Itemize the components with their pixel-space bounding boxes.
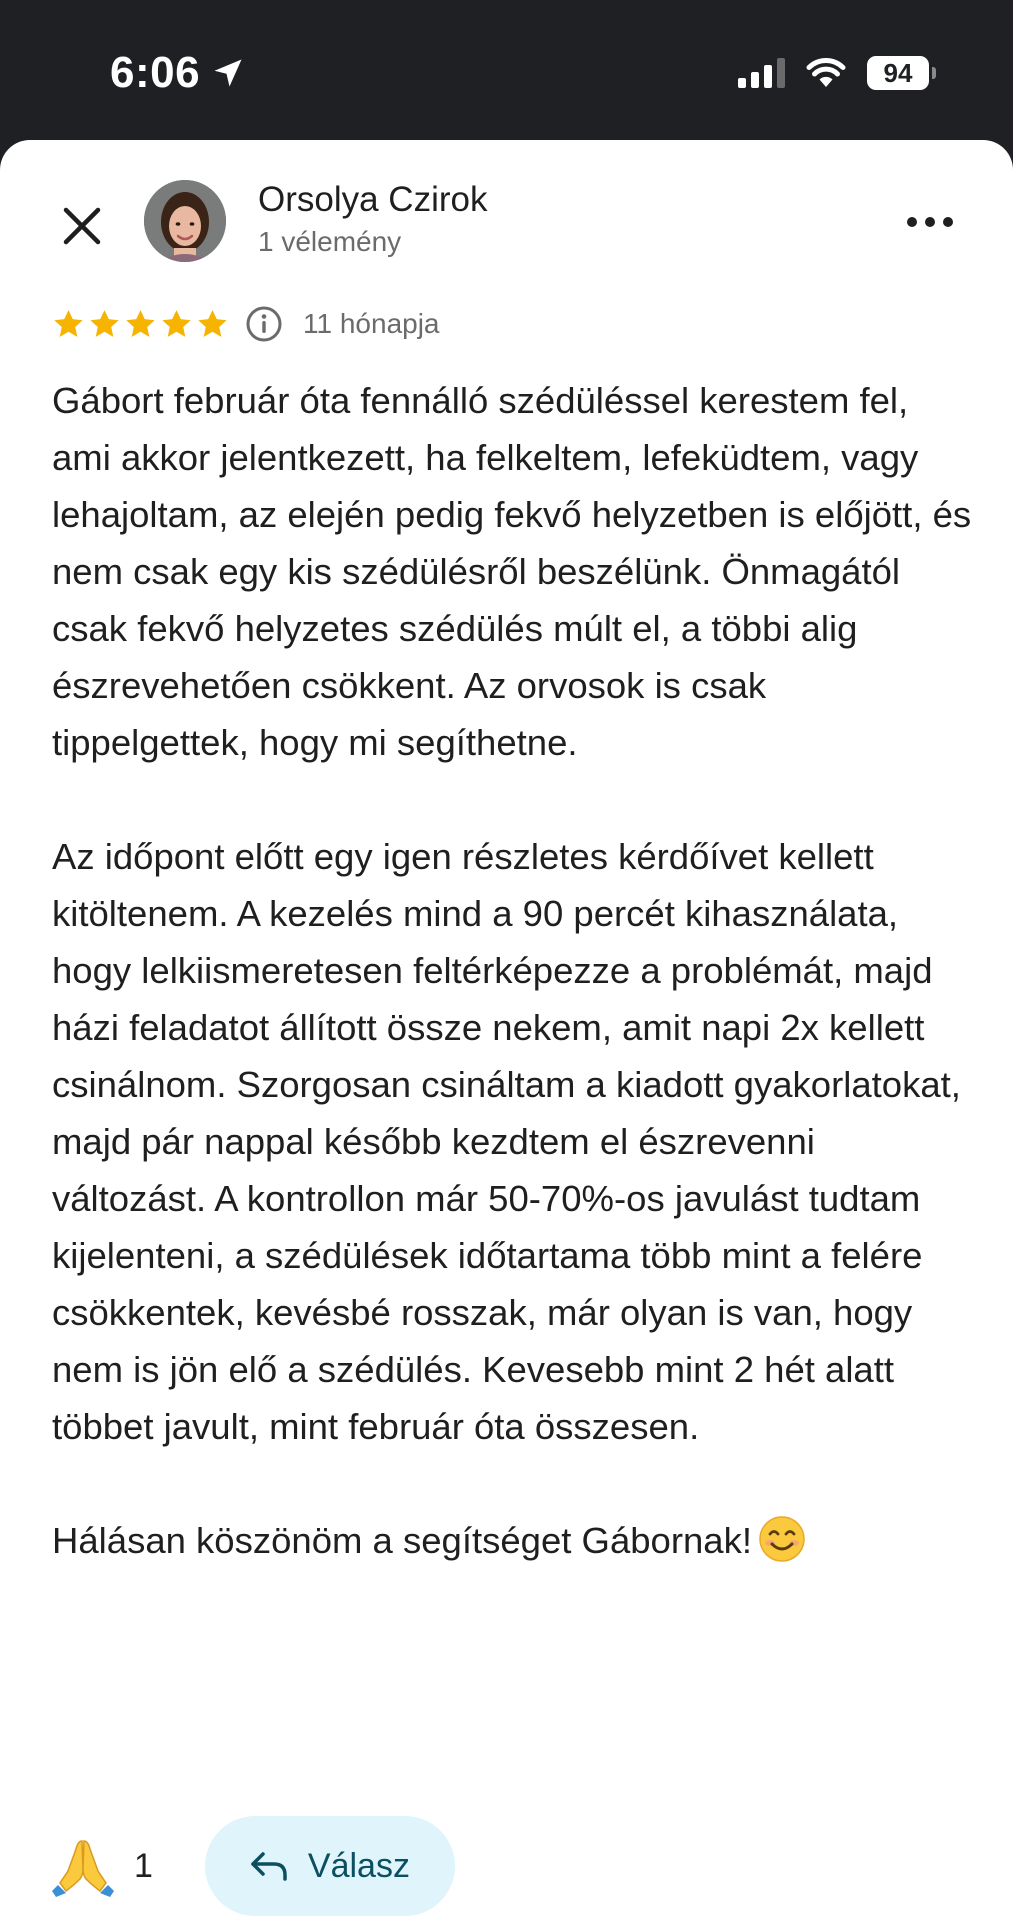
signal-icon (738, 58, 785, 88)
star-rating (52, 308, 229, 341)
battery-level: 94 (883, 57, 913, 88)
folded-hands-icon (52, 1835, 114, 1897)
smiling-face-icon (758, 1515, 806, 1563)
reviewer-name[interactable]: Orsolya Czirok (258, 180, 488, 219)
status-bar (0, 0, 1013, 140)
star-icon (124, 308, 157, 341)
reaction-button[interactable] (52, 1835, 153, 1897)
avatar-photo (144, 180, 226, 262)
review-sheet (0, 140, 1013, 1920)
review-actions (52, 1816, 455, 1916)
status-time (110, 48, 246, 98)
reaction-count: 1 (134, 1846, 153, 1885)
more-dot-icon (925, 217, 935, 227)
reply-button[interactable] (205, 1816, 455, 1916)
status-time-text: 6:06 (110, 48, 201, 97)
more-dot-icon (907, 217, 917, 227)
location-arrow-icon (210, 55, 246, 91)
info-icon[interactable] (245, 305, 283, 343)
more-options-button[interactable] (907, 212, 953, 232)
review-date: 11 hónapja (303, 308, 440, 339)
wifi-icon (805, 57, 847, 89)
star-icon (160, 308, 193, 341)
reply-label: Válasz (307, 1846, 410, 1885)
star-icon (88, 308, 121, 341)
close-icon (62, 206, 102, 246)
review-closing-text: Hálásan köszönöm a segítséget Gábornak! (52, 1520, 752, 1561)
rating-row (52, 304, 440, 344)
more-dot-icon (943, 217, 953, 227)
review-paragraph: Az időpont előtt egy igen részletes kérdőívet kellett kitöltenem. A kezelés mind a 90 percét kihasználata, hogy lelkiismeretesen feltérképezze a problémát, majd házi feladatot állított össze nekem, amit napi 2x kellett csinálnom. Szorgosan csináltam a kiadott gyakorlatokat, majd pár nappal később kezdtem el észrevenni változást. A kontrollon már 50-70%-os javulást tudtam kijelenteni, a szédülések időtartama több mint a felére csökkentek, kevésbé rosszak, már olyan is van, hogy nem is jön elő a szédülés. Kevesebb mint 2 hét alatt többet javult, mint február óta összesen. (52, 836, 961, 1447)
reviewer-review-count: 1 vélemény (258, 226, 402, 257)
review-paragraph-closing (52, 1512, 972, 1569)
star-icon (196, 308, 229, 341)
status-icons (738, 56, 929, 90)
avatar[interactable] (144, 180, 226, 262)
review-body (52, 372, 972, 1569)
star-icon (52, 308, 85, 341)
close-button[interactable] (58, 202, 106, 250)
reply-arrow-icon (250, 1851, 288, 1881)
battery-icon (867, 56, 929, 90)
review-paragraph: Gábort február óta fennálló szédüléssel kerestem fel, ami akkor jelentkezett, ha felkeltem, lefeküdtem, vagy lehajoltam, az elején pedig fekvő helyzetben is előjött, és nem csak egy kis szédülésről beszélünk. Önmagától csak fekvő helyzetes szédülés múlt el, a többi alig észrevehetően csökkent. Az orvosok is csak tippelgettek, hogy mi segíthetne. (52, 380, 972, 763)
